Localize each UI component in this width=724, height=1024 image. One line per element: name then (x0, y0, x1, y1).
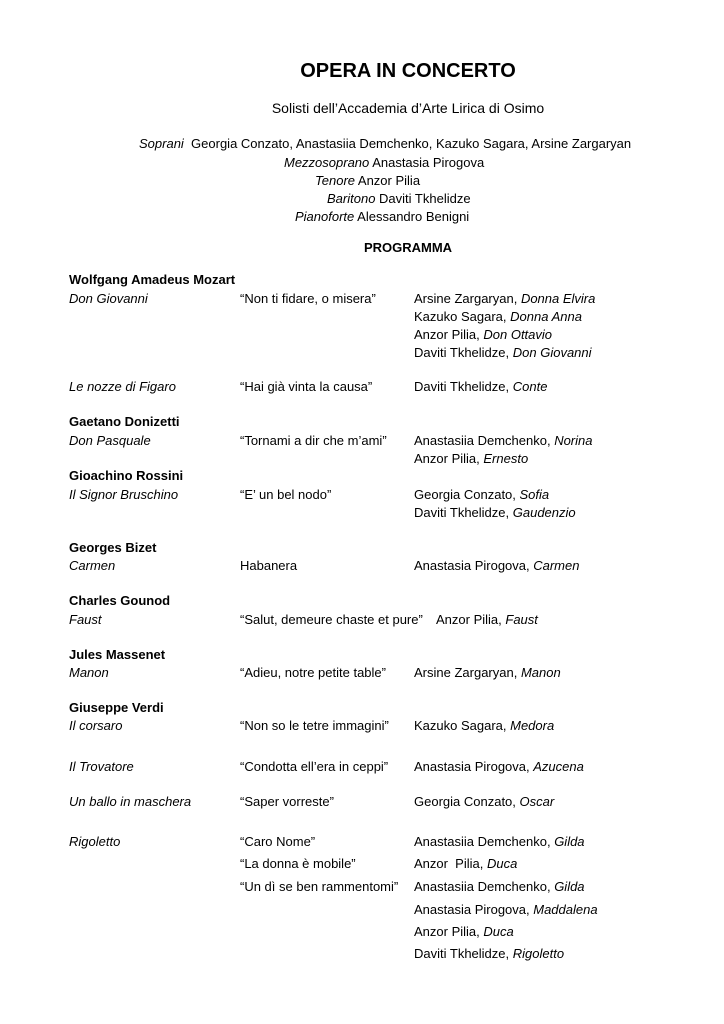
role-name: Conte (512, 379, 548, 394)
role-name: Don Ottavio (483, 327, 553, 342)
opera-title: Il Signor Bruschino (69, 487, 179, 502)
cast-names: Anzor Pilia (357, 173, 421, 188)
aria-title: “Non so le tetre immagini” (240, 718, 389, 733)
composer-name: Georges Bizet (69, 540, 157, 555)
performer (414, 327, 552, 342)
performer-name: Anastasia Pirogova, (414, 759, 534, 774)
performer (414, 379, 547, 394)
cast-role: Tenore (315, 173, 355, 188)
role-name: Carmen (533, 558, 580, 573)
role-name: Rigoletto (512, 946, 565, 961)
composer-name: Gioachino Rossini (69, 468, 184, 483)
performer (436, 612, 538, 627)
cast-line-tenore (315, 173, 420, 188)
performer (414, 433, 592, 448)
role-name: Sofia (519, 487, 550, 502)
cast-names: Alessandro Benigni (357, 209, 470, 224)
cast-role: Mezzosoprano (284, 155, 370, 170)
performer (414, 558, 579, 573)
cast-names: Georgia Conzato, Anastasiia Demchenko, Kazuko Sagara, Arsine Zargaryan (191, 136, 632, 151)
opera-title: Don Giovanni (69, 291, 148, 306)
cast-line-mezzosoprano (284, 155, 484, 170)
performer (414, 665, 561, 680)
aria-title: “E’ un bel nodo” (240, 487, 332, 502)
composer-name: Giuseppe Verdi (69, 700, 164, 715)
performer-name: Anzor Pilia, (414, 451, 484, 466)
aria-title: “Salut, demeure chaste et pure” (240, 612, 423, 627)
performer (414, 487, 549, 502)
performer-name: Anzor Pilia, (414, 924, 484, 939)
aria-title: “Condotta ell’era in ceppi” (240, 759, 389, 774)
performer (414, 718, 554, 733)
performer-name: Anzor Pilia, (414, 327, 484, 342)
role-name: Ernesto (483, 451, 529, 466)
opera-title: Il Trovatore (69, 759, 134, 774)
role-name: Manon (520, 665, 561, 680)
role-name: Maddalena (533, 902, 598, 917)
opera-title: Don Pasquale (69, 433, 151, 448)
performer-name: Anzor Pilia, (436, 612, 506, 627)
performer-name: Georgia Conzato, (414, 487, 520, 502)
performer (414, 451, 528, 466)
cast-line-pianoforte (295, 209, 469, 224)
performer-name: Anzor Pilia, (414, 856, 487, 871)
performer-name: Daviti Tkhelidze, (414, 946, 513, 961)
opera-title: Carmen (69, 558, 116, 573)
performer-name: Georgia Conzato, (414, 794, 520, 809)
performer-name: Daviti Tkhelidze, (414, 505, 513, 520)
performer-name: Anastasiia Demchenko, (414, 834, 555, 849)
role-name: Gaudenzio (512, 505, 576, 520)
performer (414, 309, 582, 324)
opera-title: Il corsaro (69, 718, 123, 733)
performer (414, 856, 517, 871)
programma-heading: PROGRAMMA (363, 240, 453, 255)
performer (414, 902, 598, 917)
cast-line-soprani (139, 136, 631, 151)
performer-name: Daviti Tkhelidze, (414, 379, 513, 394)
role-name: Don Giovanni (512, 345, 592, 360)
performer-name: Anastasia Pirogova, (414, 558, 534, 573)
role-name: Azucena (533, 759, 584, 774)
performer (414, 879, 585, 894)
performer (414, 834, 585, 849)
aria-title: “La donna è mobile” (240, 856, 356, 871)
performer (414, 794, 554, 809)
role-name: Gilda (554, 879, 585, 894)
subtitle: Solisti dell’Accademia d’Arte Lirica di Osimo (271, 100, 545, 116)
composer-name: Charles Gounod (69, 593, 171, 608)
performer-name: Anastasiia Demchenko, (414, 433, 555, 448)
cast-names: Anastasia Pirogova (372, 155, 485, 170)
aria-title: “Tornami a dir che m’ami” (240, 433, 387, 448)
cast-role: Pianoforte (295, 209, 355, 224)
role-name: Duca (486, 856, 518, 871)
performer-name: Kazuko Sagara, (414, 718, 511, 733)
performer (414, 946, 564, 961)
composer-name: Gaetano Donizetti (69, 414, 180, 429)
opera-title: Un ballo in maschera (69, 794, 192, 809)
role-name: Oscar (519, 794, 555, 809)
aria-title: “Un dì se ben rammentomi” (240, 879, 399, 894)
aria-title: “Adieu, notre petite table” (240, 665, 386, 680)
cast-line-baritono (327, 191, 471, 206)
role-name: Donna Anna (510, 309, 582, 324)
aria-title: “Caro Nome” (240, 834, 316, 849)
aria-title: “Saper vorreste” (240, 794, 334, 809)
performer-name: Anastasia Pirogova, (414, 902, 534, 917)
page-title: OPERA IN CONCERTO (300, 60, 516, 82)
cast-role: Baritono (327, 191, 376, 206)
composer-name: Jules Massenet (69, 647, 166, 662)
cast-names: Daviti Tkhelidze (379, 191, 471, 206)
role-name: Norina (554, 433, 593, 448)
performer (414, 291, 595, 306)
performer-name: Daviti Tkhelidze, (414, 345, 513, 360)
performer (414, 924, 514, 939)
role-name: Gilda (554, 834, 585, 849)
role-name: Donna Elvira (520, 291, 596, 306)
aria-title: “Non ti fidare, o misera” (240, 291, 376, 306)
opera-title: Faust (69, 612, 102, 627)
performer-name: Anastasiia Demchenko, (414, 879, 555, 894)
performer (414, 345, 592, 360)
composer-name: Wolfgang Amadeus Mozart (69, 272, 236, 287)
aria-title: Habanera (240, 558, 298, 573)
opera-title: Le nozze di Figaro (69, 379, 176, 394)
performer-name: Arsine Zargaryan, (414, 665, 521, 680)
role-name: Medora (510, 718, 555, 733)
performer-name: Arsine Zargaryan, (414, 291, 521, 306)
performer (414, 759, 584, 774)
aria-title: “Hai già vinta la causa” (240, 379, 373, 394)
performer (414, 505, 576, 520)
role-name: Duca (483, 924, 514, 939)
cast-role: Soprani (139, 136, 184, 151)
opera-title: Rigoletto (69, 834, 121, 849)
opera-title: Manon (69, 665, 109, 680)
role-name: Faust (505, 612, 538, 627)
performer-name: Kazuko Sagara, (414, 309, 511, 324)
